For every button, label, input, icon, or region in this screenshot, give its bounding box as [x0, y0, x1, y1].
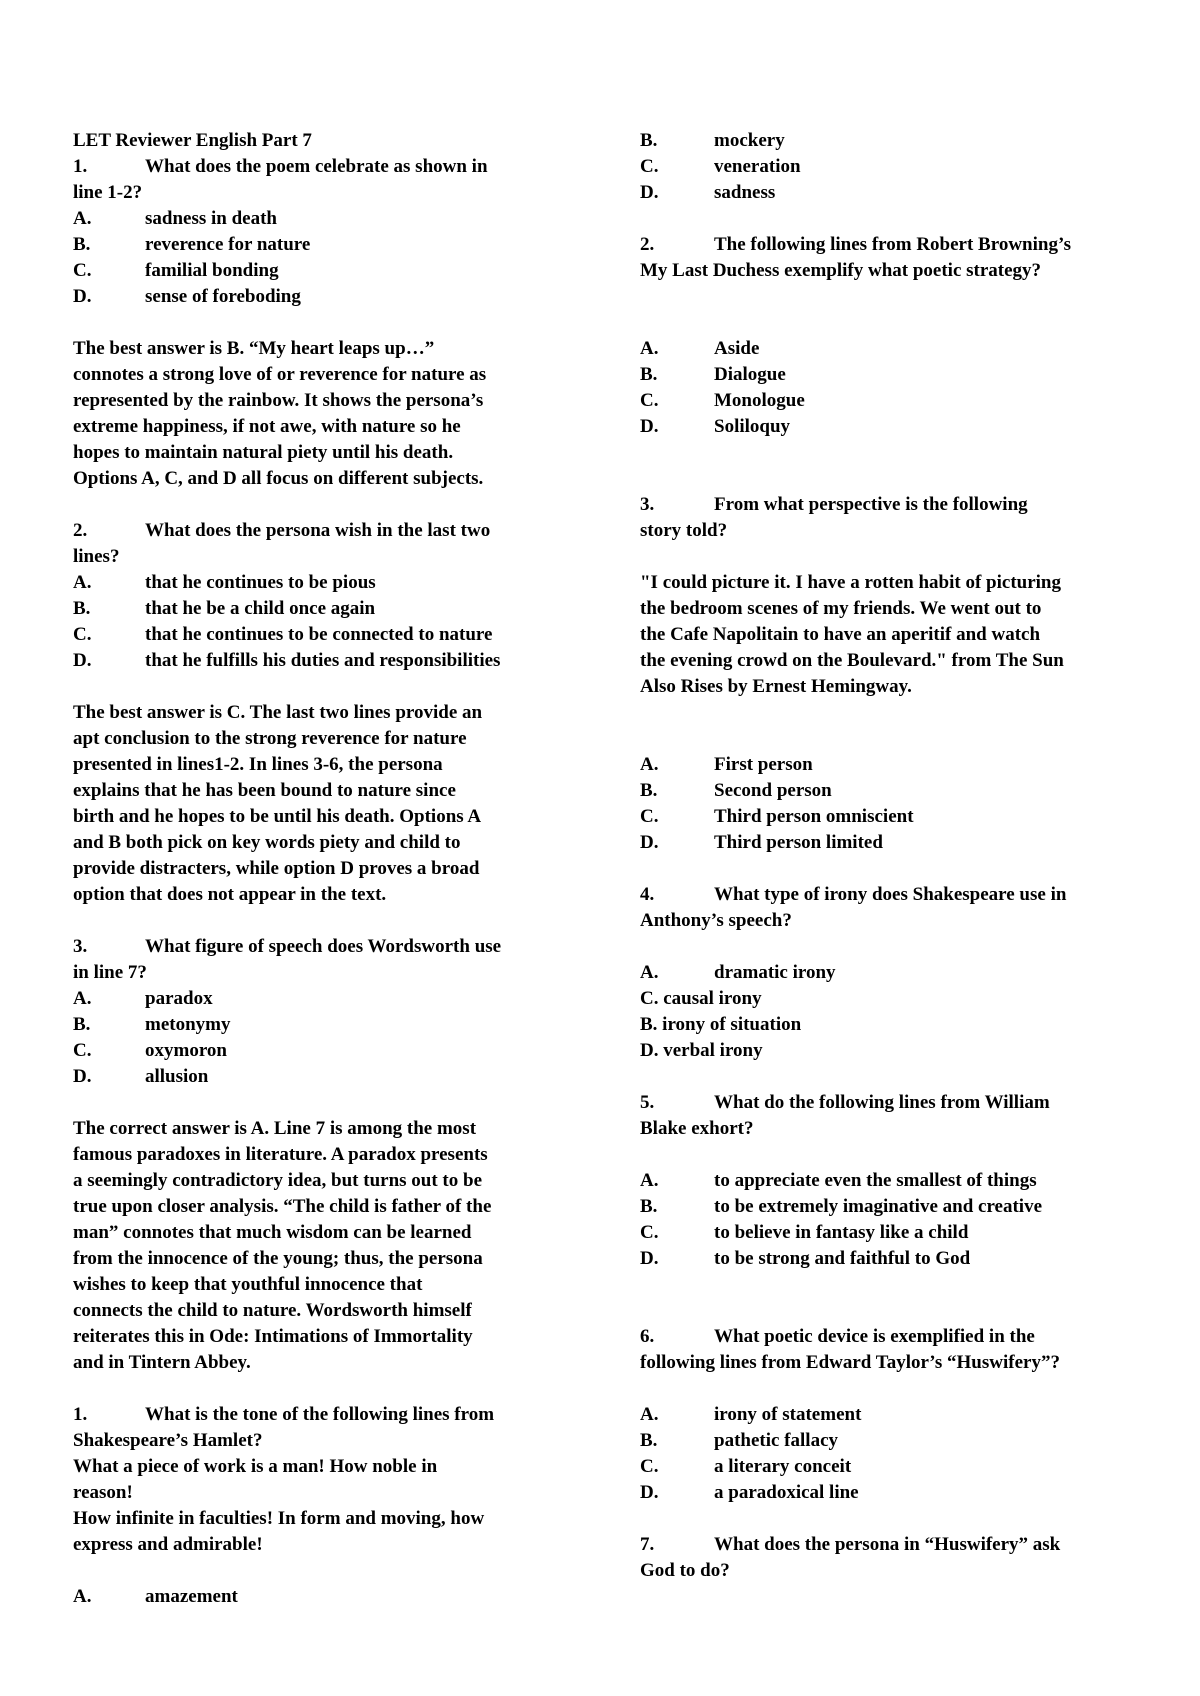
question-number: 3. [73, 936, 88, 957]
question-browning [640, 232, 1140, 258]
explanation-line: and B both pick on key words piety and child to [73, 832, 461, 853]
option-d [640, 830, 1140, 856]
explanation-line: The best answer is C. The last two lines provide an [73, 702, 483, 723]
option-d [73, 284, 573, 310]
option-text: sadness [714, 182, 776, 203]
question-text-continued: Anthony’s speech? [640, 910, 792, 931]
explanation-line: explains that he has been bound to nature since [73, 780, 456, 801]
option-letter: B. [640, 780, 658, 801]
option-letter: A. [73, 1586, 92, 1607]
option-letter: A. [640, 1170, 659, 1191]
option-b: B. irony of situation [640, 1014, 802, 1035]
option-letter: D. [73, 286, 92, 307]
question-perspective [640, 492, 1140, 518]
option-text: dramatic irony [714, 962, 836, 983]
option-text: that he fulfills his duties and responsibilities [145, 650, 501, 671]
explanation-line: hopes to maintain natural piety until his death. [73, 442, 454, 463]
option-text: a paradoxical line [714, 1482, 859, 1503]
question-text-continued: in line 7? [73, 962, 147, 983]
question-text: What does the poem celebrate as shown in [145, 156, 488, 177]
option-b [640, 1194, 1140, 1220]
explanation-line: true upon closer analysis. “The child is father of the [73, 1196, 492, 1217]
question-text: What do the following lines from William [714, 1092, 1050, 1113]
option-text: to believe in fantasy like a child [714, 1222, 969, 1243]
option-c [73, 622, 573, 648]
explanation-line: from the innocence of the young; thus, the persona [73, 1248, 483, 1269]
option-text: veneration [714, 156, 801, 177]
question-number: 1. [73, 156, 88, 177]
option-text: Second person [714, 780, 832, 801]
option-text: Third person limited [714, 832, 883, 853]
option-text: Soliloquy [714, 416, 791, 437]
option-c [73, 258, 573, 284]
option-a [640, 960, 1140, 986]
option-letter: B. [73, 234, 91, 255]
option-text: paradox [145, 988, 213, 1009]
option-letter: B. [640, 130, 658, 151]
question-blake [640, 1090, 1140, 1116]
question-1 [73, 154, 573, 180]
option-letter: C. [73, 1040, 92, 1061]
question-number: 6. [640, 1326, 655, 1347]
option-text: Monologue [714, 390, 805, 411]
option-text: to appreciate even the smallest of things [714, 1170, 1037, 1191]
option-b [640, 128, 1140, 154]
option-letter: A. [73, 572, 92, 593]
explanation-line: and in Tintern Abbey. [73, 1352, 251, 1373]
option-text: to be strong and faithful to God [714, 1248, 971, 1269]
option-letter: C. [640, 156, 659, 177]
option-d [640, 414, 1140, 440]
question-huswifery-device [640, 1324, 1140, 1350]
option-text: to be extremely imaginative and creative [714, 1196, 1043, 1217]
option-b [73, 232, 573, 258]
option-d [640, 1480, 1140, 1506]
question-text: What does the persona in “Huswifery” ask [714, 1534, 1061, 1555]
document-title: LET Reviewer English Part 7 [73, 130, 312, 151]
option-text: Dialogue [714, 364, 786, 385]
option-c [73, 1038, 573, 1064]
option-text: Aside [714, 338, 760, 359]
option-text: that he continues to be connected to nature [145, 624, 493, 645]
answer-explanation [73, 700, 573, 908]
option-text: that he be a child once again [145, 598, 376, 619]
question-number: 4. [640, 884, 655, 905]
option-text: allusion [145, 1066, 209, 1087]
quoted-line: reason! [73, 1482, 133, 1503]
question-2 [73, 518, 573, 544]
passage-line: the Cafe Napolitain to have an aperitif and watch [640, 624, 1041, 645]
question-number: 1. [73, 1404, 88, 1425]
question-number: 5. [640, 1092, 655, 1113]
option-a [73, 986, 573, 1012]
option-text: amazement [145, 1586, 238, 1607]
question-text-continued: Shakespeare’s Hamlet? [73, 1430, 263, 1451]
option-letter: D. [640, 1482, 659, 1503]
option-text: First person [714, 754, 813, 775]
explanation-line: apt conclusion to the strong reverence for nature [73, 728, 467, 749]
question-text-continued: Blake exhort? [640, 1118, 754, 1139]
option-letter: D. [640, 1248, 659, 1269]
question-text-continued: line 1-2? [73, 182, 143, 203]
question-text: From what perspective is the following [714, 494, 1028, 515]
passage-line: the bedroom scenes of my friends. We went out to [640, 598, 1042, 619]
option-a [73, 1584, 573, 1610]
option-letter: B. [73, 1014, 91, 1035]
option-d [73, 648, 573, 674]
option-letter: A. [640, 962, 659, 983]
option-c: C. causal irony [640, 988, 762, 1009]
question-number: 3. [640, 494, 655, 515]
question-text-continued: story told? [640, 520, 728, 541]
question-number: 2. [640, 234, 655, 255]
explanation-line: represented by the rainbow. It shows the persona’s [73, 390, 484, 411]
explanation-line: man” connotes that much wisdom can be learned [73, 1222, 472, 1243]
option-letter: C. [640, 390, 659, 411]
option-letter: C. [640, 1456, 659, 1477]
quoted-line: express and admirable! [73, 1534, 263, 1555]
option-text: sadness in death [145, 208, 277, 229]
option-letter: A. [73, 988, 92, 1009]
question-number: 7. [640, 1534, 655, 1555]
option-letter: D. [73, 650, 92, 671]
passage-line: "I could picture it. I have a rotten habit of picturing [640, 572, 1061, 593]
explanation-line: wishes to keep that youthful innocence that [73, 1274, 423, 1295]
option-letter: D. [640, 416, 659, 437]
explanation-line: reiterates this in Ode: Intimations of Immortality [73, 1326, 473, 1347]
option-c [640, 154, 1140, 180]
option-d [73, 1064, 573, 1090]
quoted-line: How infinite in faculties! In form and moving, how [73, 1508, 485, 1529]
question-text-continued: God to do? [640, 1560, 730, 1581]
option-letter: A. [640, 338, 659, 359]
option-c [640, 388, 1140, 414]
right-column [640, 128, 1140, 1584]
option-text: metonymy [145, 1014, 231, 1035]
option-letter: B. [640, 1196, 658, 1217]
option-a [640, 336, 1140, 362]
passage-line: Also Rises by Ernest Hemingway. [640, 676, 912, 697]
explanation-line: connects the child to nature. Wordsworth himself [73, 1300, 472, 1321]
explanation-line: birth and he hopes to be until his death. Options A [73, 806, 482, 827]
explanation-line: presented in lines1-2. In lines 3-6, the persona [73, 754, 443, 775]
option-c [640, 1454, 1140, 1480]
answer-explanation [73, 1116, 573, 1376]
option-letter: C. [73, 624, 92, 645]
option-text: Third person omniscient [714, 806, 914, 827]
explanation-line: provide distracters, while option D proves a broad [73, 858, 480, 879]
option-a [640, 752, 1140, 778]
question-3 [73, 934, 573, 960]
option-text: pathetic fallacy [714, 1430, 839, 1451]
option-text: oxymoron [145, 1040, 227, 1061]
question-text: What figure of speech does Wordsworth use [145, 936, 502, 957]
question-text: What type of irony does Shakespeare use in [714, 884, 1067, 905]
question-text: What is the tone of the following lines from [145, 1404, 495, 1425]
option-letter: A. [640, 1404, 659, 1425]
option-letter: D. [640, 832, 659, 853]
option-letter: A. [640, 754, 659, 775]
option-b [640, 778, 1140, 804]
option-b [73, 596, 573, 622]
quoted-passage [640, 570, 1140, 700]
option-d: D. verbal irony [640, 1040, 763, 1061]
explanation-line: Options A, C, and D all focus on different subjects. [73, 468, 484, 489]
explanation-line: a seemingly contradictory idea, but turns out to be [73, 1170, 483, 1191]
option-b [640, 1428, 1140, 1454]
option-text: mockery [714, 130, 785, 151]
question-text: The following lines from Robert Browning’s [714, 234, 1071, 255]
explanation-line: option that does not appear in the text. [73, 884, 387, 905]
option-letter: C. [640, 1222, 659, 1243]
question-text-continued: following lines from Edward Taylor’s “Huswifery”? [640, 1352, 1060, 1373]
option-letter: A. [73, 208, 92, 229]
explanation-line: The correct answer is A. Line 7 is among the most [73, 1118, 477, 1139]
explanation-line: The best answer is B. “My heart leaps up…” [73, 338, 435, 359]
option-letter: C. [73, 260, 92, 281]
option-c [640, 1220, 1140, 1246]
option-d [640, 180, 1140, 206]
question-text-continued: lines? [73, 546, 120, 567]
option-letter: B. [73, 598, 91, 619]
left-column [73, 128, 573, 1610]
option-text: sense of foreboding [145, 286, 301, 307]
quoted-line: What a piece of work is a man! How noble in [73, 1456, 438, 1477]
option-letter: C. [640, 806, 659, 827]
option-a [73, 570, 573, 596]
option-a [640, 1402, 1140, 1428]
question-text-continued: My Last Duchess exemplify what poetic strategy? [640, 260, 1042, 281]
option-text: familial bonding [145, 260, 279, 281]
question-text: What does the persona wish in the last two [145, 520, 491, 541]
option-letter: B. [640, 364, 658, 385]
option-letter: D. [640, 182, 659, 203]
option-text: that he continues to be pious [145, 572, 376, 593]
option-b [640, 362, 1140, 388]
question-irony [640, 882, 1140, 908]
question-hamlet [73, 1402, 573, 1428]
explanation-line: connotes a strong love of or reverence for nature as [73, 364, 487, 385]
explanation-line: famous paradoxes in literature. A paradox presents [73, 1144, 488, 1165]
option-text: irony of statement [714, 1404, 862, 1425]
option-letter: B. [640, 1430, 658, 1451]
option-letter: D. [73, 1066, 92, 1087]
question-text: What poetic device is exemplified in the [714, 1326, 1035, 1347]
option-d [640, 1246, 1140, 1272]
explanation-line: extreme happiness, if not awe, with nature so he [73, 416, 461, 437]
option-text: reverence for nature [145, 234, 311, 255]
option-a [73, 206, 573, 232]
question-number: 2. [73, 520, 88, 541]
passage-line: the evening crowd on the Boulevard." from The Sun [640, 650, 1064, 671]
option-text: a literary conceit [714, 1456, 852, 1477]
option-a [640, 1168, 1140, 1194]
answer-explanation [73, 336, 573, 492]
option-c [640, 804, 1140, 830]
question-huswifery-ask [640, 1532, 1140, 1558]
option-b [73, 1012, 573, 1038]
